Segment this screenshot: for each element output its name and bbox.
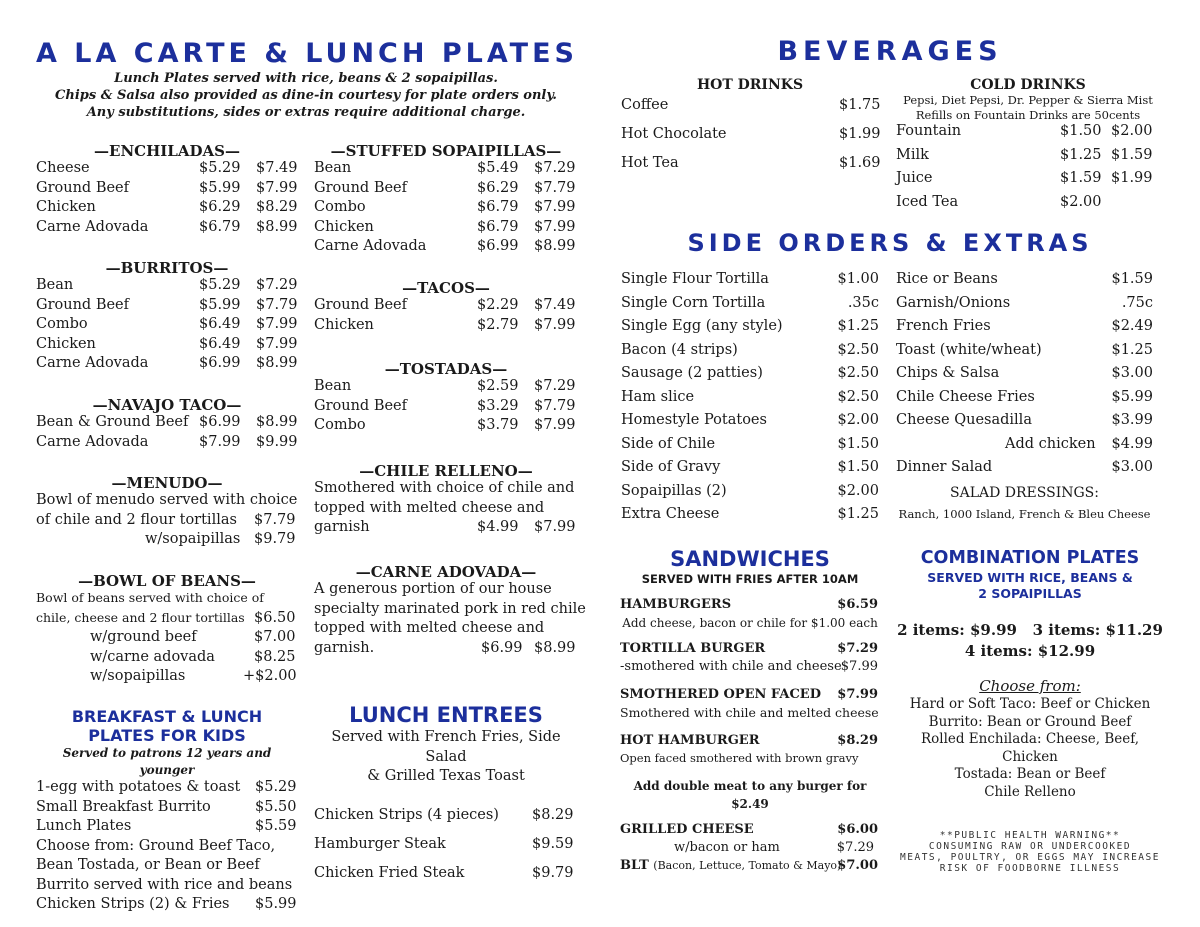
section-title: —MENUDO— xyxy=(111,474,223,492)
menu-item: Garnish/Onions .75c xyxy=(896,294,1153,311)
menu-item: Rice or Beans $1.59 xyxy=(896,271,1153,287)
menudo-desc: w/sopaipillas $9.79 xyxy=(145,531,296,547)
beans-desc: Bowl of beans served with choice of xyxy=(36,590,264,605)
combination-option: Hard or Soft Taco: Beef or Chicken xyxy=(909,696,1151,712)
menu-item: HAMBURGERS $6.59 xyxy=(620,597,878,612)
menu-item: Carne Adovada $6.99 $8.99 xyxy=(314,238,576,254)
menu-item: Bean & Ground Beef $6.99 $8.99 xyxy=(36,414,298,430)
adovada-desc: topped with melted cheese and xyxy=(314,620,545,636)
double-meat-note: Add double meat to any burger for $2.49 xyxy=(633,779,867,811)
side-orders-title: SIDE ORDERS & EXTRAS xyxy=(687,229,1093,257)
section-title: —CARNE ADOVADA— xyxy=(355,563,537,581)
entrees-subtitle: & Grilled Texas Toast xyxy=(367,768,525,784)
menu-item: Chile Cheese Fries $5.99 xyxy=(896,388,1153,405)
menu-item: Small Breakfast Burrito $5.50 xyxy=(36,798,297,815)
menu-item: SMOTHERED OPEN FACED $7.99 xyxy=(620,687,878,702)
combination-option: Chile Relleno xyxy=(984,783,1076,800)
adovada-desc: specialty marinated pork in red chile xyxy=(314,600,586,617)
lunch-entrees-section xyxy=(314,702,578,894)
main-title: A LA CARTE & LUNCH PLATES xyxy=(36,38,578,69)
menu-item: Chicken $6.29 $8.29 xyxy=(36,199,298,215)
combination-plates-section xyxy=(896,547,1164,801)
relleno-desc: Smothered with choice of chile and xyxy=(314,480,575,496)
menu-item-note: Open faced smothered with brown gravy xyxy=(620,751,859,765)
section-title: —CHILE RELLENO— xyxy=(359,462,533,480)
section-title: —ENCHILADAS— xyxy=(94,142,240,160)
subtitle-line: Chips & Salsa also provided as dine-in courtesy for plate orders only. xyxy=(55,88,557,103)
chile-relleno-section xyxy=(314,462,578,539)
menu-item: Cheese $5.29 $7.49 xyxy=(36,160,298,176)
section-title: —BURRITOS— xyxy=(105,259,229,277)
section-title: —TOSTADAS— xyxy=(384,360,508,378)
beans-desc: chile, cheese and 2 flour tortillas $6.50 xyxy=(36,609,296,626)
menu-item: Hot Tea $1.69 xyxy=(621,155,881,171)
kids-plates-section xyxy=(36,707,298,916)
section-title: —STUFFED SOPAIPILLAS— xyxy=(330,142,562,160)
combination-subtitle: 2 SOPAIPILLAS xyxy=(978,586,1082,601)
menu-item: Single Flour Tortilla $1.00 xyxy=(621,271,879,287)
menu-item: Juice $1.59 $1.99 xyxy=(896,170,1153,186)
menu-item: Coffee $1.75 xyxy=(621,97,881,113)
menu-item: French Fries $2.49 xyxy=(896,318,1153,334)
combination-title: COMBINATION PLATES xyxy=(920,548,1140,568)
menu-item: Sopaipillas (2) $2.00 xyxy=(621,482,879,499)
cold-drinks-note: Refills on Fountain Drinks are 50cents xyxy=(915,108,1141,122)
warning-line: RISK OF FOODBORNE ILLNESS xyxy=(939,863,1121,874)
salad-dressings-list: Ranch, 1000 Island, French & Bleu Cheese xyxy=(898,506,1151,521)
menudo-section xyxy=(36,474,298,551)
section-title: —TACOS— xyxy=(402,279,490,297)
beverages-title: BEVERAGES xyxy=(777,36,1003,67)
relleno-desc: topped with melted cheese and xyxy=(314,499,545,516)
cold-drinks-title: COLD DRINKS xyxy=(970,77,1086,93)
kids-desc: Bean Tostada, or Bean or Beef xyxy=(36,857,260,873)
menu-item-note: Smothered with chile and melted cheese xyxy=(620,705,879,720)
side-orders-right xyxy=(896,271,1153,525)
menu-item: Chicken $2.79 $7.99 xyxy=(314,316,576,333)
adovada-desc: A generous portion of our house xyxy=(314,581,552,597)
menudo-desc: Bowl of menudo served with choice xyxy=(36,492,298,508)
menu-item: Side of Gravy $1.50 xyxy=(621,459,879,475)
warning-line: CONSUMING RAW OR UNDERCOOKED xyxy=(928,841,1132,852)
menu-item: Ground Beef $6.29 $7.79 xyxy=(314,179,576,196)
menu-item: Chicken Fried Steak $9.79 xyxy=(314,864,574,881)
menu-item: Extra Cheese $1.25 xyxy=(621,506,879,522)
menu-item: Milk $1.25 $1.59 xyxy=(896,146,1153,163)
choose-from-heading: Choose from: xyxy=(979,677,1081,695)
warning-line: **PUBLIC HEALTH WARNING** xyxy=(939,830,1121,841)
menu-item: Hot Chocolate $1.99 xyxy=(621,126,881,142)
menu-item: Bacon (4 strips) $2.50 xyxy=(621,341,879,358)
menu-item: Bean $5.29 $7.29 xyxy=(36,277,298,293)
menu-item: Ground Beef $5.99 $7.99 xyxy=(36,179,298,196)
menu-item: Bean $5.49 $7.29 xyxy=(314,160,576,176)
menu-item: BLT (Bacon, Lettuce, Tomato & Mayo) $7.00 xyxy=(620,858,878,873)
menu-item: Homestyle Potatoes $2.00 xyxy=(621,412,879,428)
enchiladas-section xyxy=(36,142,298,238)
sandwiches-section xyxy=(620,547,880,876)
combination-option: Burrito: Bean or Ground Beef xyxy=(928,713,1132,730)
sandwiches-title: SANDWICHES xyxy=(670,547,830,571)
bowl-of-beans-section xyxy=(36,572,298,688)
menu-item: Single Egg (any style) $1.25 xyxy=(621,318,879,334)
menu-item: w/sopaipillas +$2.00 xyxy=(90,668,297,684)
sandwiches-subtitle: SERVED WITH FRIES AFTER 10AM xyxy=(641,572,859,586)
combination-option: Tostada: Bean or Beef xyxy=(954,766,1106,782)
combination-prices: 2 items: $9.99 3 items: $11.29 xyxy=(897,621,1163,639)
menu-item: w/ground beef $7.00 xyxy=(90,629,296,645)
burritos-section xyxy=(36,259,298,375)
kids-title: BREAKFAST & LUNCH xyxy=(71,707,263,726)
menu-item: Carne Adovada $6.79 $8.99 xyxy=(36,218,298,235)
menu-item: Dinner Salad $3.00 xyxy=(896,459,1153,475)
combination-option: Rolled Enchilada: Cheese, Beef, Chicken xyxy=(920,731,1140,765)
menu-item-note: Add cheese, bacon or chile for $1.00 each xyxy=(622,616,878,630)
menu-item: Ground Beef $5.99 $7.79 xyxy=(36,296,298,313)
menudo-desc: of chile and 2 flour tortillas $7.79 xyxy=(36,511,296,528)
menu-item: Chips & Salsa $3.00 xyxy=(896,365,1153,381)
menu-item: GRILLED CHEESE $6.00 xyxy=(620,822,878,837)
tostadas-section xyxy=(314,360,578,437)
menu-item: HOT HAMBURGER $8.29 xyxy=(620,733,878,748)
kids-desc: Burrito served with rice and beans xyxy=(36,876,293,893)
combination-subtitle: SERVED WITH RICE, BEANS & xyxy=(927,570,1133,585)
stuffed-sopaipillas-section xyxy=(314,142,578,258)
subtitle-line: Any substitutions, sides or extras require additional charge. xyxy=(86,105,526,120)
menu-item-note: -smothered with chile and cheese $7.99 xyxy=(620,659,878,674)
menu-item: Chicken Strips (4 pieces) $8.29 xyxy=(314,806,574,823)
menu-item: Fountain $1.50 $2.00 xyxy=(896,123,1153,139)
menu-item: Lunch Plates $5.59 xyxy=(36,818,297,834)
entrees-subtitle: Served with French Fries, Side Salad xyxy=(331,729,561,765)
menu-item: Side of Chile $1.50 xyxy=(621,435,879,452)
menu-item: Carne Adovada $6.99 $8.99 xyxy=(36,355,298,371)
menu-item: 1-egg with potatoes & toast $5.29 xyxy=(36,779,297,795)
menu-item: Single Corn Tortilla .35c xyxy=(621,294,879,311)
hot-drinks-section xyxy=(621,77,879,184)
kids-title: PLATES FOR KIDS xyxy=(88,726,246,745)
menu-item: Hamburger Steak $9.59 xyxy=(314,835,574,852)
combination-prices: 4 items: $12.99 xyxy=(964,642,1096,660)
menu-item: Combo $6.79 $7.99 xyxy=(314,199,576,215)
menu-item: Sausage (2 patties) $2.50 xyxy=(621,365,879,381)
salad-dressings-title: SALAD DRESSINGS: xyxy=(950,484,1099,501)
menu-item: Chicken Strips (2) & Fries $5.99 xyxy=(36,896,297,912)
menu-item: Combo $3.79 $7.99 xyxy=(314,417,576,433)
side-orders-left xyxy=(621,271,879,530)
section-title: —NAVAJO TACO— xyxy=(92,396,242,414)
cold-drinks-section xyxy=(896,77,1160,217)
menu-item: Combo $6.49 $7.99 xyxy=(36,316,298,332)
adovada-desc: garnish. $6.99 $8.99 xyxy=(314,639,576,656)
menu-item: Toast (white/wheat) $1.25 xyxy=(896,341,1153,358)
main-subtitle xyxy=(36,70,576,121)
lunch-entrees-title: LUNCH ENTREES xyxy=(349,703,543,727)
menu-item: TORTILLA BURGER $7.29 xyxy=(620,641,878,656)
public-health-warning xyxy=(896,830,1164,874)
tacos-section xyxy=(314,279,578,336)
carne-adovada-section xyxy=(314,563,586,659)
relleno-desc: garnish $4.99 $7.99 xyxy=(314,519,576,535)
menu-item: Chicken $6.49 $7.99 xyxy=(36,335,298,352)
cold-drinks-note: Pepsi, Diet Pepsi, Dr. Pepper & Sierra Mist xyxy=(903,93,1153,107)
menu-item: Ground Beef $2.29 $7.49 xyxy=(314,297,576,313)
menu-item: Cheese Quesadilla $3.99 xyxy=(896,412,1153,428)
menu-item: Carne Adovada $7.99 $9.99 xyxy=(36,433,298,450)
navajo-taco-section xyxy=(36,396,298,453)
menu-item: Iced Tea $2.00 xyxy=(896,193,1102,210)
menu-item: Ground Beef $3.29 $7.79 xyxy=(314,397,576,414)
menu-item: Ham slice $2.50 xyxy=(621,388,879,405)
menu-item: Add chicken $4.99 xyxy=(1005,435,1153,452)
subtitle-line: Lunch Plates served with rice, beans & 2 sopaipillas. xyxy=(114,71,498,86)
section-title: —BOWL OF BEANS— xyxy=(78,572,256,590)
warning-line: MEATS, POULTRY, OR EGGS MAY INCREASE xyxy=(900,852,1160,863)
kids-subtitle: Served to patrons 12 years and younger xyxy=(62,746,272,777)
menu-item: Bean $2.59 $7.29 xyxy=(314,378,576,394)
kids-desc: Choose from: Ground Beef Taco, xyxy=(36,837,276,854)
hot-drinks-title: HOT DRINKS xyxy=(696,77,804,93)
menu-item-note: w/bacon or ham $7.29 xyxy=(674,840,874,855)
menu-item: w/carne adovada $8.25 xyxy=(90,648,296,665)
menu-item: Chicken $6.79 $7.99 xyxy=(314,218,576,235)
